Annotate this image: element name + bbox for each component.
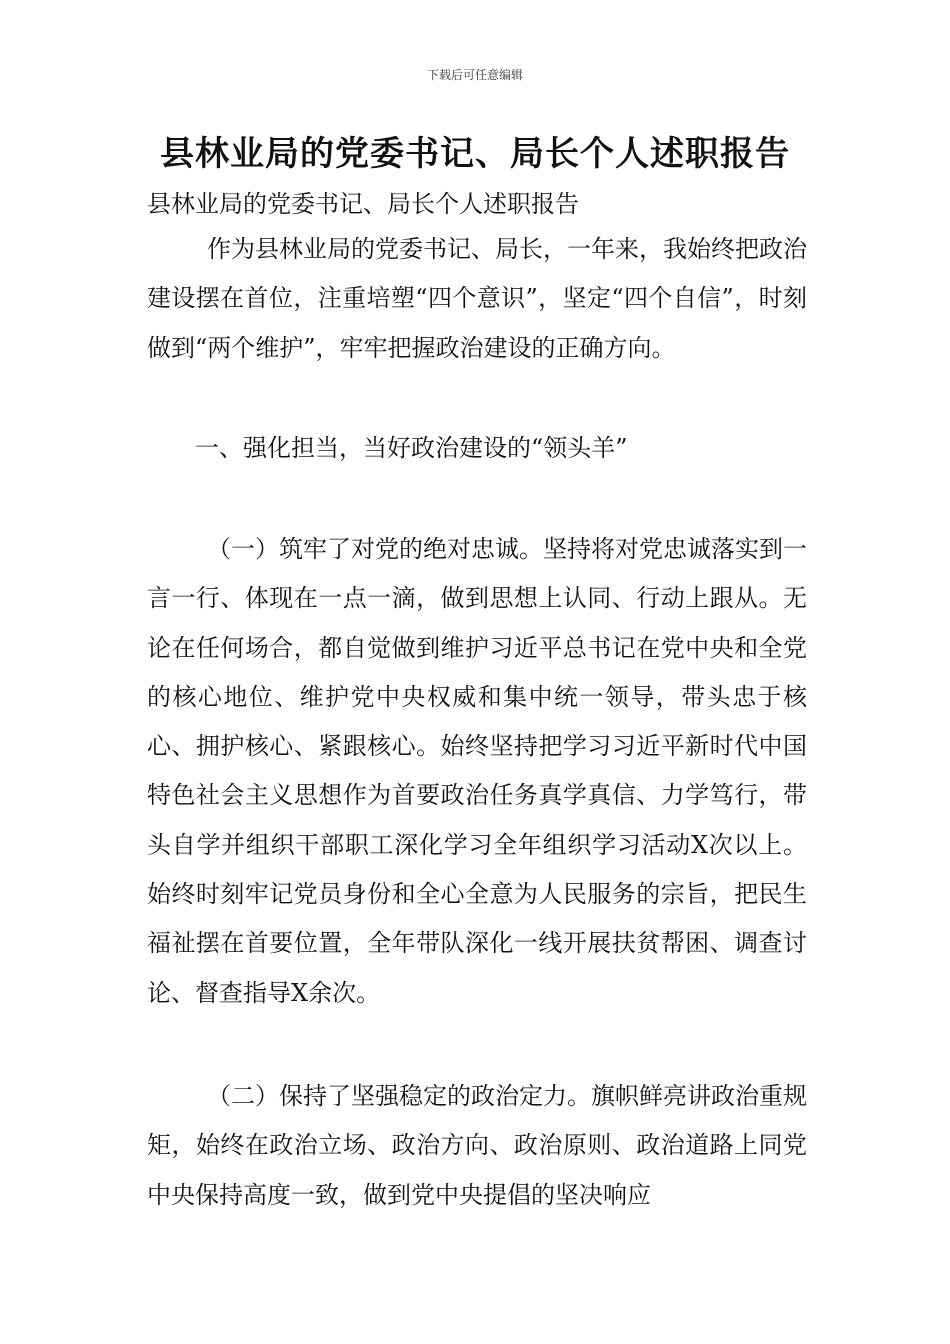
document-subtitle: 县林业局的党委书记、局长个人述职报告 (147, 190, 579, 218)
intro-paragraph: 作为县林业局的党委书记、局长，一年来，我始终把政治建设摆在首位，注重培塑“四个意识”，坚定“四个自信”，时刻做到“两个维护”，牢牢把握政治建设的正确方向。 (147, 235, 807, 362)
section1-item1-paragraph: （一）筑牢了对党的绝对忠诚。坚持将对党忠诚落实到一言一行、体现在一点一滴，做到思想上认同、行动上跟从。无论在任何场合，都自觉做到维护习近平总书记在党中央和全党的核心地位、维护党中央权威和集中统一领导，带头忠于核心、拥护核心、紧跟核心。始终坚持把学习习近平新时代中国特色社会主义思想作为首要政治任务真学真信、力学笃行，带头自学并组织干部职工深化学习全年组织学习活动X次以上。始终时刻牢记党员身份和全心全意为人民服务的宗旨，把民生福祉摆在首要位置，全年带队深化一线开展扶贫帮困、调查讨论、督查指导X余次。 (147, 535, 807, 1007)
header-note: 下载后可任意编辑 (426, 68, 523, 82)
document-title: 县林业局的党委书记、局长个人述职报告 (160, 134, 790, 174)
section-heading-1: 一、强化担当，当好政治建设的“领头羊” (195, 434, 628, 462)
section1-item2-paragraph: （二）保持了坚强稳定的政治定力。旗帜鲜亮讲政治重规矩，始终在政治立场、政治方向、政治原则、政治道路上同党中央保持高度一致，做到党中央提倡的坚决响应 (147, 1082, 807, 1209)
